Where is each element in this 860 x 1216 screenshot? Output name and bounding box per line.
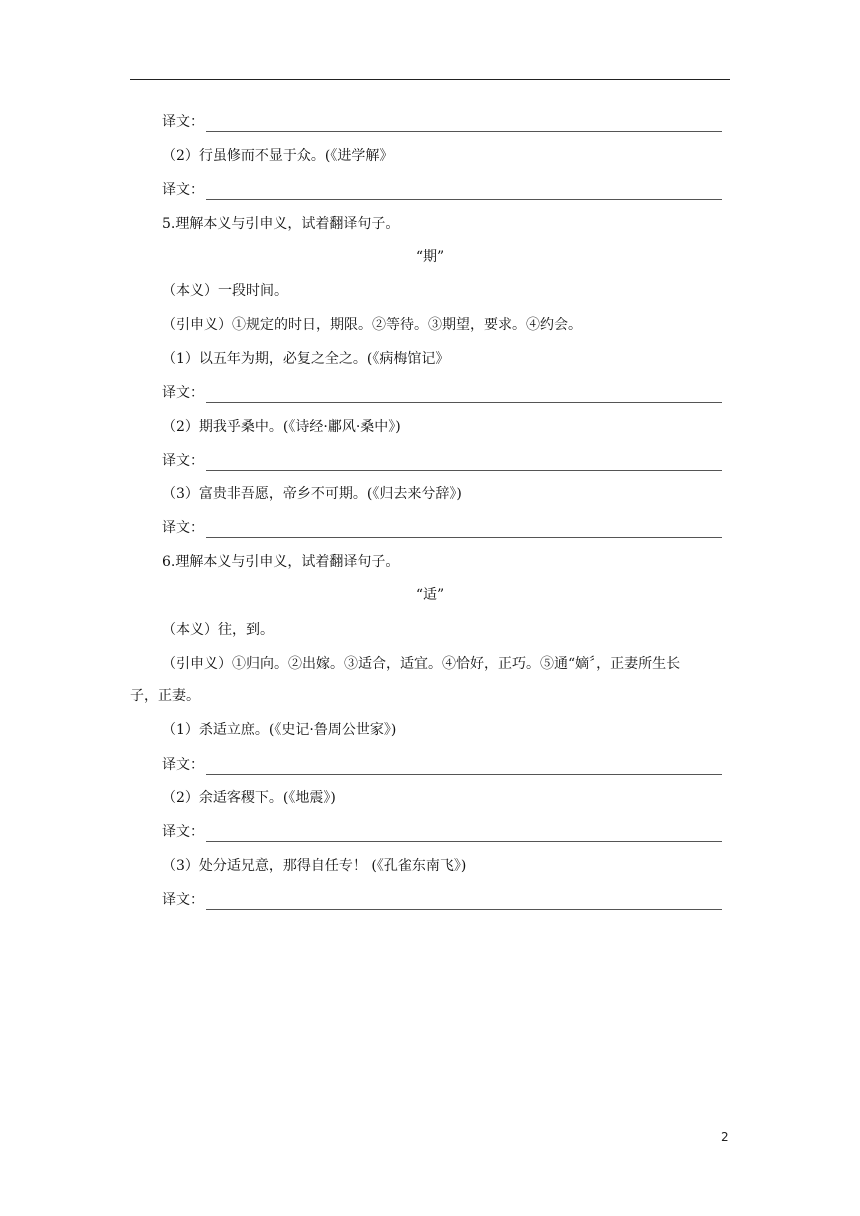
answer-label: 译文： <box>162 385 204 401</box>
section-heading: “期” <box>415 249 445 265</box>
section-heading: “适” <box>415 587 445 603</box>
answer-blank[interactable] <box>206 389 722 403</box>
answer-blank[interactable] <box>206 118 722 132</box>
question-text: （2）余适客稷下。(《地震》) <box>162 790 336 806</box>
answer-line[interactable] <box>162 890 722 910</box>
answer-blank[interactable] <box>206 761 722 775</box>
original-meaning: （本义）一段时间。 <box>162 283 288 299</box>
answer-line[interactable] <box>162 755 722 775</box>
section-instruction: 5.理解本义与引申义，试着翻译句子。 <box>162 216 400 232</box>
extended-meaning-continued: 子，正妻。 <box>130 688 200 704</box>
answer-line[interactable] <box>162 112 722 132</box>
answer-blank[interactable] <box>206 896 722 910</box>
answer-blank[interactable] <box>206 524 722 538</box>
question-text: （3）富贵非吾愿，帝乡不可期。(《归去来兮辞》) <box>162 486 462 502</box>
original-meaning: （本义）往，到。 <box>162 622 274 638</box>
answer-label: 译文： <box>162 114 204 130</box>
answer-line[interactable] <box>162 180 722 200</box>
answer-label: 译文： <box>162 182 204 198</box>
answer-label: 译文： <box>162 520 204 536</box>
answer-line[interactable] <box>162 822 722 842</box>
header-rule <box>130 79 730 80</box>
question-text: （2）期我乎桑中。(《诗经·鄘风·桑中》) <box>162 419 401 435</box>
answer-blank[interactable] <box>206 457 722 471</box>
answer-line[interactable] <box>162 383 722 403</box>
extended-meaning: （引申义）①规定的时日，期限。②等待。③期望，要求。④约会。 <box>162 317 582 333</box>
answer-line[interactable] <box>162 451 722 471</box>
section-instruction: 6.理解本义与引申义，试着翻译句子。 <box>162 554 400 570</box>
answer-blank[interactable] <box>206 186 722 200</box>
answer-label: 译文： <box>162 453 204 469</box>
question-text: （1）以五年为期，必复之全之。(《病梅馆记》 <box>162 351 450 367</box>
answer-label: 译文： <box>162 757 204 773</box>
question-text: （2）行虽修而不显于众。(《进学解》 <box>162 148 394 164</box>
page-number: 2 <box>721 1130 729 1144</box>
answer-label: 译文： <box>162 892 204 908</box>
question-text: （3）处分适兄意，那得自任专！ (《孔雀东南飞》) <box>162 858 467 874</box>
answer-blank[interactable] <box>206 828 722 842</box>
answer-label: 译文： <box>162 824 204 840</box>
extended-meaning: （引申义）①归向。②出嫁。③适合，适宜。④恰好，正巧。⑤通“嫡〞，正妻所生长 <box>162 656 681 672</box>
answer-line[interactable] <box>162 518 722 538</box>
question-text: （1）杀适立庶。(《史记·鲁周公世家》) <box>162 722 397 738</box>
